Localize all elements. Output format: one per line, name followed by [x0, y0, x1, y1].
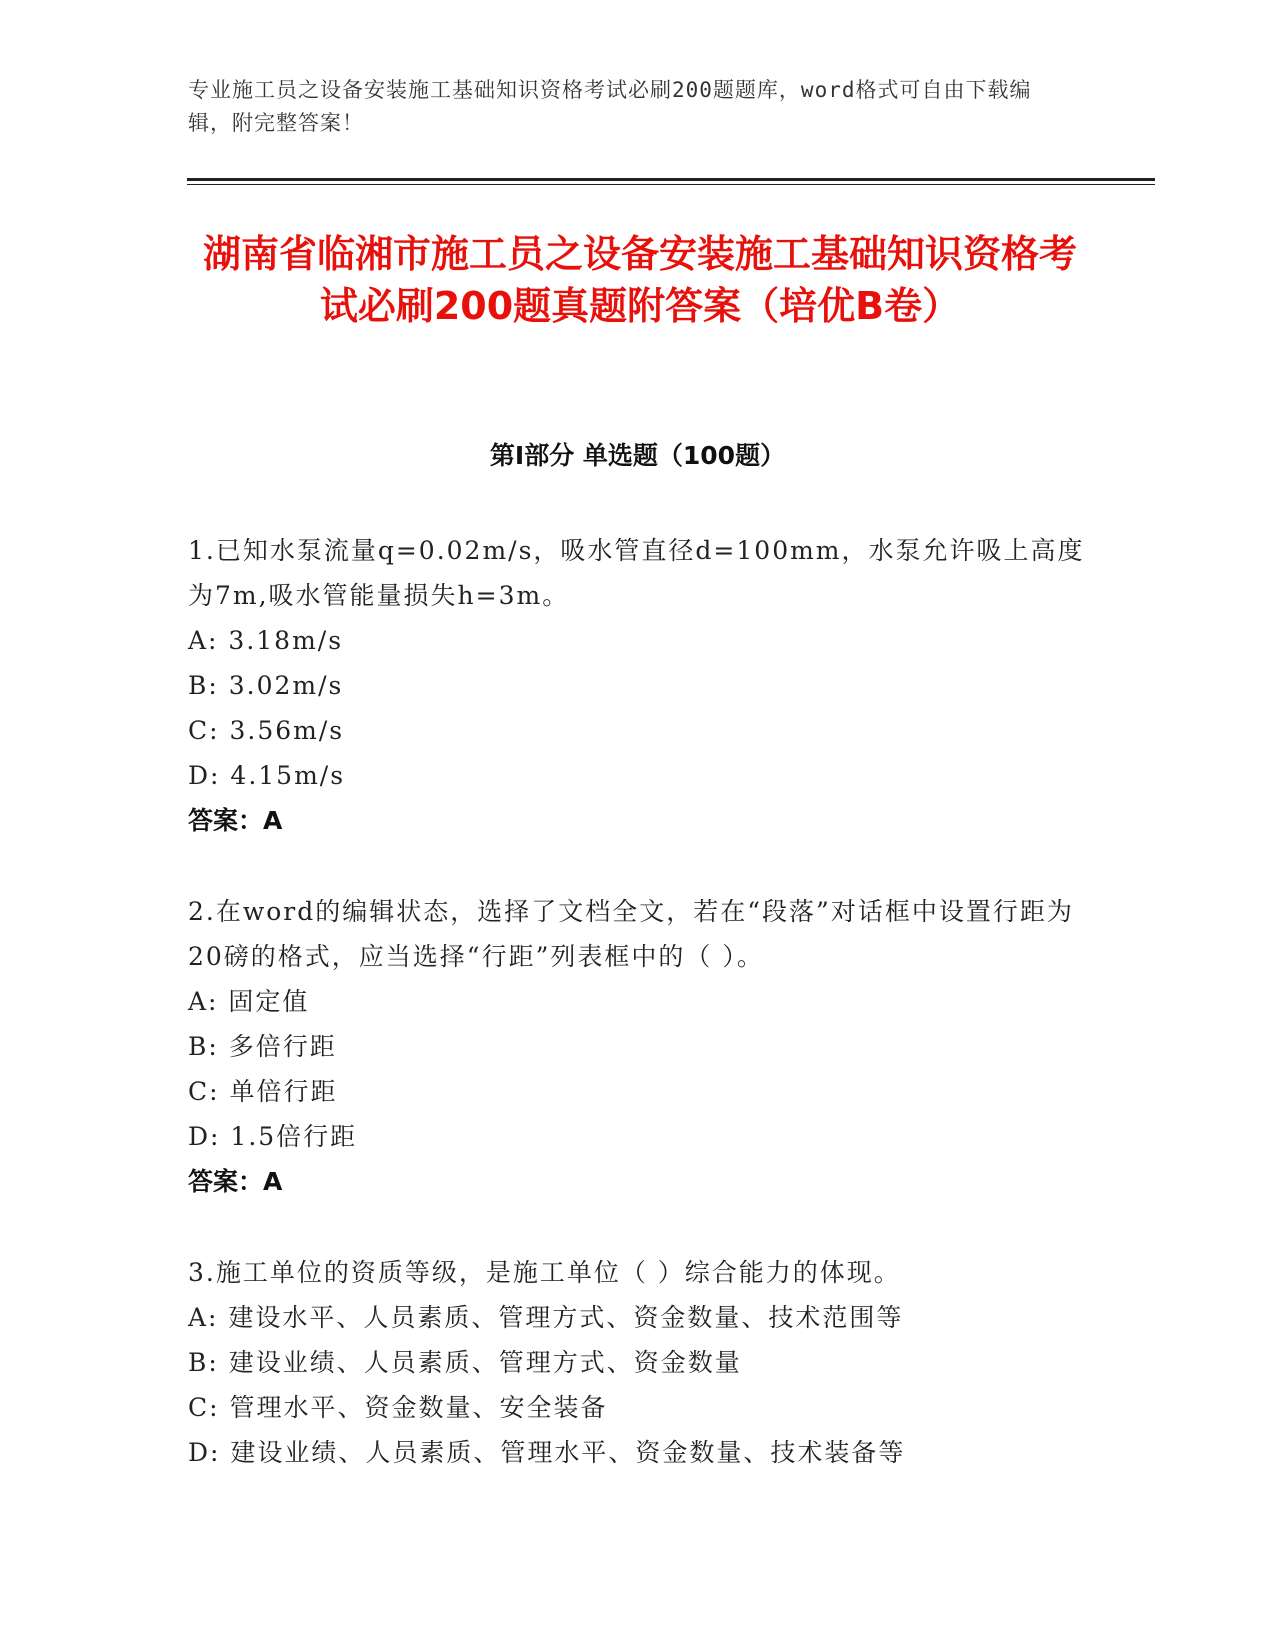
question-1 — [188, 528, 1088, 843]
question-stem: 2.在word的编辑状态，选择了文档全文，若在“段落”对话框中设置行距为20磅的格式，应当选择“行距”列表框中的（ ）。 — [188, 897, 1074, 971]
document-title: 湖南省临湘市施工员之设备安装施工基础知识资格考试必刷200题真题附答案（培优B卷） — [202, 232, 1077, 328]
header-note: 专业施工员之设备安装施工基础知识资格考试必刷200题题库，word格式可自由下载编辑，附完整答案！ — [188, 78, 1032, 135]
option-b: B: 多倍行距 — [188, 1032, 337, 1061]
question-stem: 1.已知水泵流量q=0.02m/s，吸水管直径d=100mm，水泵允许吸上高度为7m,吸水管能量损失h=3m。 — [188, 536, 1085, 610]
section-title: 第Ⅰ部分 单选题（100题） — [489, 441, 786, 470]
option-d: D: 1.5倍行距 — [188, 1122, 358, 1151]
option-d: D: 4.15m/s — [188, 761, 346, 790]
question-2 — [188, 889, 1088, 1204]
option-c: C: 管理水平、资金数量、安全装备 — [188, 1393, 608, 1422]
option-b: B: 建设业绩、人员素质、管理方式、资金数量 — [188, 1348, 742, 1377]
question-3 — [188, 1250, 1088, 1475]
answer-line: 答案：A — [188, 806, 283, 835]
option-c: C: 3.56m/s — [188, 716, 345, 745]
question-stem: 3.施工单位的资质等级，是施工单位（ ）综合能力的体现。 — [188, 1258, 901, 1287]
option-a: A: 建设水平、人员素质、管理方式、资金数量、技术范围等 — [188, 1303, 904, 1332]
option-a: A: 3.18m/s — [188, 626, 344, 655]
header-rule-thick — [187, 178, 1155, 181]
header-rule-thin — [187, 184, 1155, 185]
option-c: C: 单倍行距 — [188, 1077, 338, 1106]
option-a: A: 固定值 — [188, 987, 310, 1016]
question-list — [188, 528, 1088, 1521]
option-d: D: 建设业绩、人员素质、管理水平、资金数量、技术装备等 — [188, 1438, 906, 1467]
option-b: B: 3.02m/s — [188, 671, 344, 700]
answer-line: 答案：A — [188, 1167, 283, 1196]
